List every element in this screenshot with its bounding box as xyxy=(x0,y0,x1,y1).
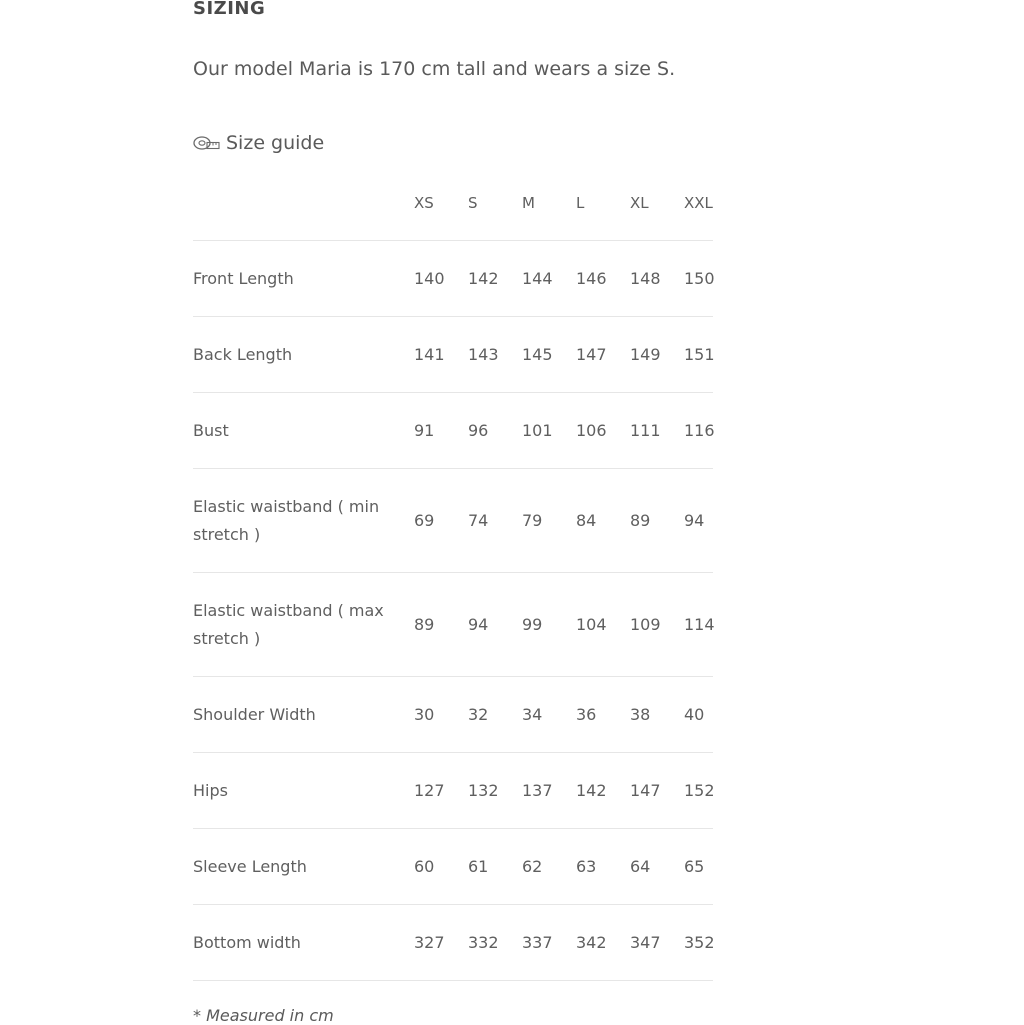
table-cell: 347 xyxy=(630,905,684,981)
table-cell: 116 xyxy=(684,393,713,469)
table-cell: 140 xyxy=(414,241,468,317)
table-cell: 337 xyxy=(522,905,576,981)
table-cell: 60 xyxy=(414,829,468,905)
size-header-cell: M xyxy=(522,165,576,241)
table-row xyxy=(193,753,713,829)
table-row xyxy=(193,317,713,393)
row-label: Bottom width xyxy=(193,905,414,981)
measuring-tape-icon xyxy=(193,135,220,151)
table-cell: 30 xyxy=(414,677,468,753)
table-row xyxy=(193,469,713,573)
row-label: Sleeve Length xyxy=(193,829,414,905)
measurement-footnote: * Measured in cm xyxy=(193,1006,334,1025)
row-label: Shoulder Width xyxy=(193,677,414,753)
row-label: Elastic waistband ( min stretch ) xyxy=(193,469,414,573)
row-label: Hips xyxy=(193,753,414,829)
table-cell: 142 xyxy=(576,753,630,829)
table-cell: 127 xyxy=(414,753,468,829)
table-cell: 64 xyxy=(630,829,684,905)
table-cell: 84 xyxy=(576,469,630,573)
table-cell: 145 xyxy=(522,317,576,393)
table-cell: 38 xyxy=(630,677,684,753)
table-cell: 144 xyxy=(522,241,576,317)
table-cell: 132 xyxy=(468,753,522,829)
table-cell: 61 xyxy=(468,829,522,905)
size-header-cell: S xyxy=(468,165,522,241)
size-header-row xyxy=(193,165,713,241)
size-header-cell: XS xyxy=(414,165,468,241)
row-label: Bust xyxy=(193,393,414,469)
table-cell: 65 xyxy=(684,829,713,905)
table-cell: 91 xyxy=(414,393,468,469)
table-cell: 147 xyxy=(630,753,684,829)
table-cell: 352 xyxy=(684,905,713,981)
table-cell: 63 xyxy=(576,829,630,905)
table-cell: 34 xyxy=(522,677,576,753)
table-cell: 89 xyxy=(630,469,684,573)
table-cell: 40 xyxy=(684,677,713,753)
table-cell: 36 xyxy=(576,677,630,753)
table-row xyxy=(193,393,713,469)
table-cell: 114 xyxy=(684,573,713,677)
table-cell: 89 xyxy=(414,573,468,677)
table-row xyxy=(193,829,713,905)
row-label: Back Length xyxy=(193,317,414,393)
table-row xyxy=(193,241,713,317)
table-cell: 74 xyxy=(468,469,522,573)
table-cell: 146 xyxy=(576,241,630,317)
table-cell: 137 xyxy=(522,753,576,829)
table-row xyxy=(193,905,713,981)
size-table xyxy=(193,165,713,981)
table-cell: 151 xyxy=(684,317,713,393)
table-cell: 150 xyxy=(684,241,713,317)
table-cell: 62 xyxy=(522,829,576,905)
table-cell: 142 xyxy=(468,241,522,317)
table-cell: 101 xyxy=(522,393,576,469)
table-cell: 148 xyxy=(630,241,684,317)
table-cell: 32 xyxy=(468,677,522,753)
table-cell: 147 xyxy=(576,317,630,393)
table-cell: 111 xyxy=(630,393,684,469)
table-cell: 149 xyxy=(630,317,684,393)
table-row xyxy=(193,677,713,753)
row-label: Elastic waistband ( max stretch ) xyxy=(193,573,414,677)
table-cell: 332 xyxy=(468,905,522,981)
table-cell: 104 xyxy=(576,573,630,677)
table-cell: 96 xyxy=(468,393,522,469)
size-header-cell: L xyxy=(576,165,630,241)
header-empty-cell xyxy=(193,165,414,241)
size-header-cell: XXL xyxy=(684,165,713,241)
row-label: Front Length xyxy=(193,241,414,317)
size-guide-link[interactable] xyxy=(193,130,324,156)
model-size-note: Our model Maria is 170 cm tall and wears a size S. xyxy=(193,58,676,80)
table-cell: 152 xyxy=(684,753,713,829)
table-row xyxy=(193,573,713,677)
table-cell: 109 xyxy=(630,573,684,677)
table-cell: 342 xyxy=(576,905,630,981)
sizing-heading: SIZING xyxy=(193,0,266,19)
table-cell: 141 xyxy=(414,317,468,393)
size-guide-label[interactable]: Size guide xyxy=(226,132,325,154)
table-cell: 69 xyxy=(414,469,468,573)
size-header-cell: XL xyxy=(630,165,684,241)
table-cell: 143 xyxy=(468,317,522,393)
table-cell: 106 xyxy=(576,393,630,469)
table-cell: 327 xyxy=(414,905,468,981)
table-cell: 99 xyxy=(522,573,576,677)
table-cell: 79 xyxy=(522,469,576,573)
table-cell: 94 xyxy=(468,573,522,677)
table-cell: 94 xyxy=(684,469,713,573)
